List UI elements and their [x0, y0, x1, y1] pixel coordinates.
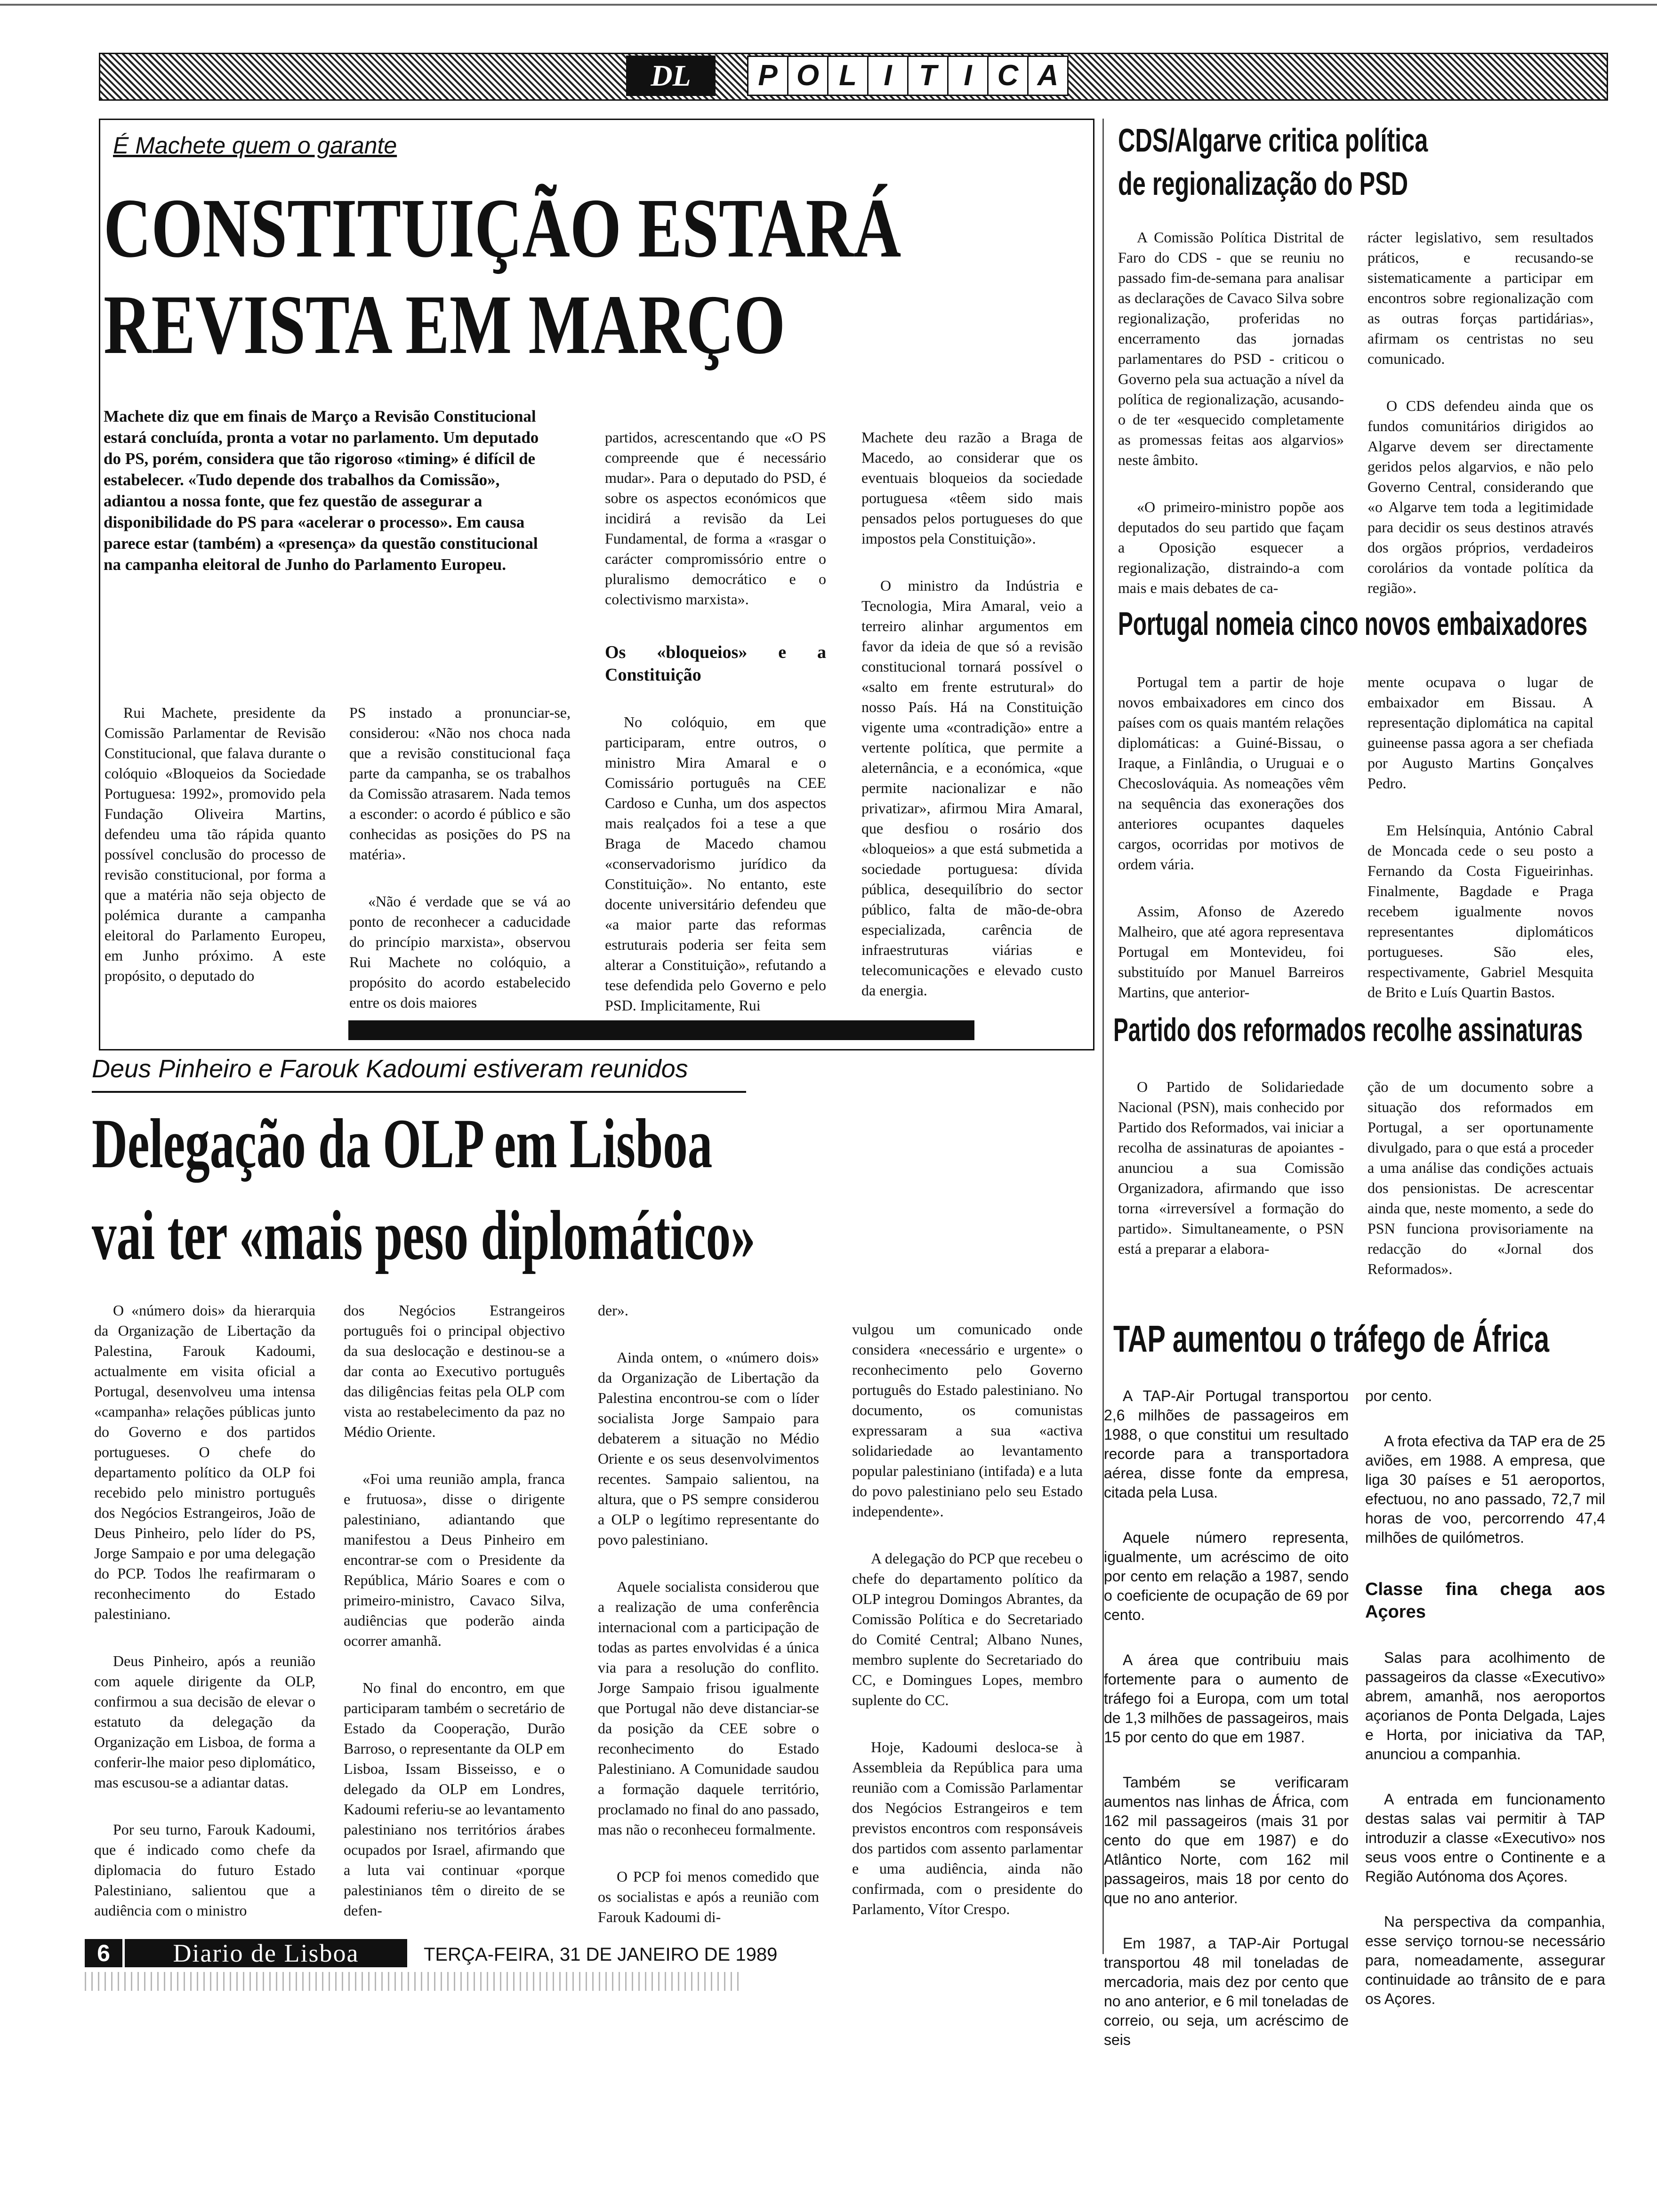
paragraph: Assim, Afonso de Azeredo Malheiro, que até agora representava Portugal em Montevideu, foi substituído por Manuel Barreiros Martins, que anterior- — [1118, 903, 1344, 1001]
paragraph: A entrada em funcionamento destas salas vai permitir à TAP introduzir a classe «Executivo» nos seus voos entre o Continente e a Região Autónoma dos Açores. — [1365, 1791, 1605, 1885]
paragraph: No final do encontro, em que participaram também o secretário de Estado da Cooperação, Durão Barroso, o representante da OLP em Lisboa, Issam Bisseisso, e o delegado da OLP em Londres, Kadoumi referiu-se ao levantamento palestiniano nos territórios árabes ocupados por Israel, afirmando que a luta vai continuar «porque palestinianos têm o direito de se defen- — [344, 1679, 565, 1919]
paragraph: Também se verificaram aumentos nas linhas de África, com 162 mil passageiros (mais 31 por cento do que em 1987) e do Atlântico Norte, com 162 mil passageiros, mais 18 por cento do que no ano anterior. — [1104, 1774, 1349, 1907]
paragraph: por cento. — [1365, 1387, 1432, 1404]
paragraph: A Comissão Política Distrital de Faro do CDS - que se reuniu no passado fim-de-semana para analisar as declarações de Cavaco Silva sobre regionalização, proferidas no encerramento das jornadas parlamentares do PSD - criticou o Governo pela sua actuação a nível da política de regionalização, acusando-o de ter «esquecido completamente as promessas feitas aos algarvios» neste âmbito. — [1118, 229, 1344, 468]
article1-headline-line1: CONSTITUIÇÃO ESTARÁ — [104, 181, 901, 275]
paragraph: «O primeiro-ministro popõe aos deputados do seu partido que façam a Oposição esquecer a regionalização, distraindo-a com mais e mais debates de ca- — [1118, 498, 1344, 596]
sidebar1-colB — [1367, 207, 1593, 625]
article2-headline-line1: Delegação da OLP em Lisboa — [92, 1105, 713, 1183]
paragraph: Aquele número representa, igualmente, um acréscimo de oito por cento em relação a 1987, sendo o coeficiente de ocupação de 69 por cento. — [1104, 1529, 1349, 1623]
paragraph: Deus Pinheiro, após a reunião com aquele dirigente da OLP, confirmou a sua decisão de elevar o estatuto da delegação da Organização em Lisboa, de forma a conferir-lhe maior peso diplomático, mas escusou-se a adiantar datas. — [94, 1652, 315, 1791]
article1-headline-line2: REVISTA EM MARÇO — [104, 278, 786, 371]
subheading: Os «bloqueios» e a Constituição — [605, 642, 826, 685]
article1-col2 — [349, 682, 571, 1040]
footer-dots — [85, 1972, 744, 1991]
sidebar2-colB — [1367, 652, 1593, 1029]
section-letter: L — [827, 56, 869, 96]
sidebar4-colB — [1365, 1367, 1605, 2035]
paragraph: No colóquio, em que participaram, entre outros, o ministro Mira Amaral e o Comissário português na CEE Cardoso e Cunha, um dos aspectos mais realçados foi a tese a que Braga de Macedo chamou «conservadorismo jurídico da Constituição». No entanto, este docente universitário defendeu que «a maior parte das reformas estruturais poderia ser feita sem alterar a Constituição», refutando a tese defendida pelo Governo e pelo PSD. Implicitamente, Rui — [605, 713, 826, 1014]
subheading: Classe fina chega aos Açores — [1365, 1579, 1605, 1622]
article2-kicker: Deus Pinheiro e Farouk Kadoumi estiveram reunidos — [92, 1055, 688, 1083]
paragraph: Aquele socialista considerou que a realização de uma conferência internacional com a participação de todas as partes envolvidas é a única via para a resolução do conflito. Jorge Sampaio frisou igualmente que Portugal não deve distanciar-se da posição da CEE sobre o reconhecimento do Estado Palestiniano. A Comunidade saudou a formação daquele território, proclamado no final do ano passado, mas não o reconheceu formalmente. — [598, 1578, 819, 1838]
sidebar3-colA — [1118, 1057, 1344, 1286]
article1-lede: Machete diz que em finais de Março a Revisão Constitucional estará concluída, pronta a votar no parlamento. Um deputado do PS, porém, considera que tão rigoroso «timing» é difícil de estabelecer. «Tudo depende dos trabalhos da Comissão», adiantou a nossa fonte, que fez questão de assegurar a disponibilidade do PS para «acelerar o processo». Em causa parece estar (também) a «presença» da questão constitucional na campanha eleitoral de Junho do Parlamento Europeu. — [104, 407, 539, 574]
article1-col1 — [105, 682, 326, 1013]
paragraph: der». — [598, 1302, 628, 1319]
sidebar1-headline-line1: CDS/Algarve critica política — [1118, 122, 1428, 159]
article1-bottom-bar — [348, 1020, 974, 1040]
paragraph: A área que contribuiu mais fortemente para o aumento de tráfego foi a Europa, com um total de 1,3 milhões de passageiros, mais 15 por cento do que em 1987. — [1104, 1651, 1349, 1746]
article1-col4 — [861, 407, 1083, 1027]
article2-col3 — [598, 1280, 819, 1954]
paragraph: Rui Machete, presidente da Comissão Parlamentar de Revisão Constitucional, que falava durante o colóquio «Bloqueios da Sociedade Portuguesa: 1992», promovido pela Fundação Oliveira Martins, defendeu uma tão rápida quanto possível conclusão do processo de revisão constitucional, por forma a que a matéria não seja objecto de polémica durante a campanha eleitoral do Parlamento Europeu, em Junho próximo. A este propósito, o deputado do — [105, 704, 326, 984]
paragraph: A frota efectiva da TAP era de 25 aviões, em 1988. A empresa, que liga 30 países e 51 aeroportos, efectuou, no ano passado, 72,7 mil horas de voo, percorrendo 47,4 milhões de quilómetros. — [1365, 1433, 1605, 1546]
footer-page-number: 6 — [85, 1939, 122, 1967]
article2-col2 — [344, 1280, 565, 1948]
sidebar3-headline: Partido dos reformados recolhe assinaturas — [1113, 1011, 1583, 1048]
article1-kicker: É Machete quem o garante — [113, 132, 397, 159]
paragraph: Ainda ontem, o «número dois» da Organização de Libertação da Palestina encontrou-se com o líder socialista Jorge Sampaio para debaterem a situação no Médio Oriente e os seus desenvolvimentos recentes. Sampaio salientou, na altura, que o PS sempre considerou a OLP o legítimo representante do povo palestiniano. — [598, 1349, 819, 1548]
article2-headline-line2: vai ter «mais peso diplomático» — [92, 1196, 756, 1274]
top-rule — [0, 4, 1657, 6]
paragraph: Portugal tem a partir de hoje novos embaixadores em cinco dos países com os quais mantém relações diplomáticas: a Guiné-Bissau, o Iraque, a Finlândia, o Uruguai e o Checoslováquia. As nomeações vêm na sequência das exonerações dos anteriores ocupantes daqueles cargos, ocorridas por motivos de ordem vária. — [1118, 673, 1344, 873]
sidebar3-colB — [1367, 1057, 1593, 1306]
paragraph: vulgou um comunicado onde considera «necessário e urgente» o reconhecimento pelo Governo português do Estado palestiniano. No documento, os comunistas expressaram a sua «activa solidariedade ao levantamento popular palestiniano (intifada) e a luta do povo palestiniano pelo seu Estado independente». — [852, 1321, 1083, 1520]
sidebar2-colA — [1118, 652, 1344, 1029]
paragraph: O «número dois» da hierarquia da Organização de Libertação da Palestina, Farouk Kadoumi, actualmente em visita oficial a Portugal, desenvolveu uma intensa «campanha» relações públicas junto do Governo e dos partidos portugueses. O chefe do departamento político da OLP foi recebido pelo ministro português dos Negócios Estrangeiros, João de Deus Pinheiro, pelo líder do PS, Jorge Sampaio e por uma delegação do PCP. Todos lhe reafirmaram o reconhecimento do Estado palestiniano. — [94, 1302, 315, 1622]
section-letter: C — [987, 56, 1029, 96]
paragraph: dos Negócios Estrangeiros português foi o principal objectivo da sua deslocação e destinou-se a dar conta ao Executivo português das diligências feitas pela OLP com vista ao restabelecimento da paz no Médio Oriente. — [344, 1302, 565, 1440]
paragraph: partidos, acrescentando que «O PS compreende que é necessário mudar». Para o deputado do PSD, é sobre os aspectos económicos que incidirá a revisão da Lei Fundamental, de forma a «rasgar o carácter compromissório entre o pluralismo democrático e o colectivismo marxista». — [605, 429, 826, 608]
paragraph: rácter legislativo, sem resultados práticos, e recusando-se sistematicamente a participar em encontros sobre regionalização com as outras forças partidárias», afirmam os centristas no seu comunicado. — [1367, 229, 1593, 367]
article2-kicker-rule — [92, 1091, 746, 1093]
paragraph: mente ocupava o lugar de embaixador em Bissau. A representação diplomática na capital guineense passa agora a ser chefiada por Augusto Martins Gonçalves Pedro. — [1367, 673, 1593, 792]
section-letter: I — [867, 56, 909, 96]
paragraph: Em Helsínquia, António Cabral de Moncada cede o seu posto a Fernando da Costa Figueirinhas. Finalmente, Bagdade e Praga recebem igualmente novos representantes diplomáticos portugueses. São eles, respectivamente, Gabriel Mesquita de Brito e Luís Quartin Bastos. — [1367, 822, 1593, 1001]
section-letter: I — [947, 56, 989, 96]
footer-date: TERÇA-FEIRA, 31 DE JANEIRO DE 1989 — [424, 1944, 778, 1965]
article2-col4 — [852, 1299, 1083, 1946]
footer-paper-name: Diario de Lisboa — [125, 1939, 407, 1967]
paragraph: O PCP foi menos comedido que os socialistas e após a reunião com Farouk Kadoumi di- — [598, 1868, 819, 1925]
sidebar2-headline: Portugal nomeia cinco novos embaixadores — [1118, 605, 1588, 642]
sidebar1-headline-line2: de regionalização do PSD — [1118, 165, 1408, 202]
paragraph: O ministro da Indústria e Tecnologia, Mira Amaral, veio a terreiro alinhar argumentos em favor da ideia de que só a revisão constitucional tornará possível o «salto em frente estrutural» do nosso País. Há na Constituição vigente uma «contradição» entre a vertente política, que permite a aleternância, e a económica, «que permite nacionalizar e não privatizar», afirmou Mira Amaral, que desfiou o rosário dos «bloqueios» a que está submetida a sociedade portuguesa: dívida pública, desequilíbrio do sector público, falta de mão-de-obra especializada, carência de infraestruturas viárias e telecomunicações e elevado custo da energia. — [861, 577, 1083, 999]
paragraph: Em 1987, a TAP-Air Portugal transportou 48 mil toneladas de mercadoria, mais dez por cento que no ano anterior, e 6 mil toneladas de correio, ou seja, um acréscimo de seis — [1104, 1935, 1349, 2048]
section-letter: A — [1027, 56, 1069, 96]
paragraph: ção de um documento sobre a situação dos reformados em Portugal, a ser oportunamente divulgado, para o que está a proceder a uma análise das condições actuais dos pensionistas. De acrescentar ainda que, neste momento, a sede do PSN funciona provisoriamente na redacção do «Jornal dos Reformados». — [1367, 1078, 1593, 1277]
paragraph: A delegação do PCP que recebeu o chefe do departamento político da OLP integrou Domingos Abrantes, da Comissão Política e do Secretariado do Comité Central; Albano Nunes, membro suplente do Secretariado do CC, e Domingues Lopes, membro suplente do CC. — [852, 1550, 1083, 1708]
paragraph: Hoje, Kadoumi desloca-se à Assembleia da República para uma reunião com a Comissão Parlamentar dos Negócios Estrangeiros e tem previstos encontros com responsáveis dos partidos com assento parlamentar e uma audiência, ainda não confirmada, com o presidente do Parlamento, Vítor Crespo. — [852, 1739, 1083, 1917]
paragraph: Na perspectiva da companhia, esse serviço tornou-se necessário para, nomeadamente, assegurar continuidade ao trânsito de e para os Açores. — [1365, 1913, 1605, 2007]
article2-col1 — [94, 1280, 315, 1948]
section-letter: T — [907, 56, 949, 96]
sidebar4-headline: TAP aumentou o tráfego de África — [1113, 1318, 1549, 1360]
paragraph: «Não é verdade que se vá ao ponto de reconhecer a caducidade do princípio marxista», observou Rui Machete no colóquio, a propósito do acordo estabelecido entre os dois maiores — [349, 893, 571, 1011]
paragraph: O Partido de Solidariedade Nacional (PSN), mais conhecido por Partido dos Reformados, vai iniciar a recolha de assinaturas de apoiantes - anunciou a sua Comissão Organizadora, afirmando que isso torna «irreversível a formação do partido». Simultaneamente, o PSN está a preparar a elabora- — [1118, 1078, 1344, 1257]
paragraph: O CDS defendeu ainda que os fundos comunitários dirigidos ao Algarve devem ser directamente geridos pelos algarvios, e não pelo Governo Central, considerando que «o Algarve tem toda a legitimidade para decidir os seus destinos através dos orgãos próprios, verdadeiros corolários da vontade política da região». — [1367, 397, 1593, 596]
paragraph: Por seu turno, Farouk Kadoumi, que é indicado como chefe da diplomacia do futuro Estado Palestiniano, salientou que a audiência com o ministro — [94, 1821, 315, 1919]
section-letter: P — [747, 56, 788, 96]
paragraph: Machete deu razão a Braga de Macedo, ao considerar que os eventuais bloqueios da sociedade portuguesa «têem sido mais pensados pelos portugueses do que impostos pela Constituição». — [861, 429, 1083, 547]
section-letter: O — [787, 56, 828, 96]
sidebar4-colA — [1104, 1367, 1349, 2076]
paragraph: Salas para acolhimento de passageiros da classe «Executivo» abrem, amanhã, nos aeroportos açorianos de Ponta Delgada, Lajes e Horta, por iniciativa da TAP, anunciou a companhia. — [1365, 1649, 1605, 1763]
paragraph: «Foi uma reunião ampla, franca e frutuosa», disse o dirigente palestiniano, adiantando que manifestou a Deus Pinheiro em encontrar-se com o Presidente da República, Mário Soares e com o primeiro-ministro, Cavaco Silva, audiências que poderão ainda ocorrer amanhã. — [344, 1470, 565, 1649]
dl-logo: DL — [626, 56, 716, 96]
paragraph: A TAP-Air Portugal transportou 2,6 milhões de passageiros em 1988, o que constitui um resultado recorde para a transportadora aérea, disse fonte da empresa, citada pela Lusa. — [1104, 1387, 1349, 1501]
section-label — [748, 56, 1069, 96]
article1-col3 — [605, 407, 826, 1042]
sidebar1-colA — [1118, 207, 1344, 625]
paragraph: PS instado a pronunciar-se, considerou: «Não nos choca nada que a revisão constitucional faça parte da campanha, se os trabalhos da Comissão atrasarem. Nada temos a esconder: o acordo é público e são conhecidas as posições do PS na matéria». — [349, 704, 571, 863]
